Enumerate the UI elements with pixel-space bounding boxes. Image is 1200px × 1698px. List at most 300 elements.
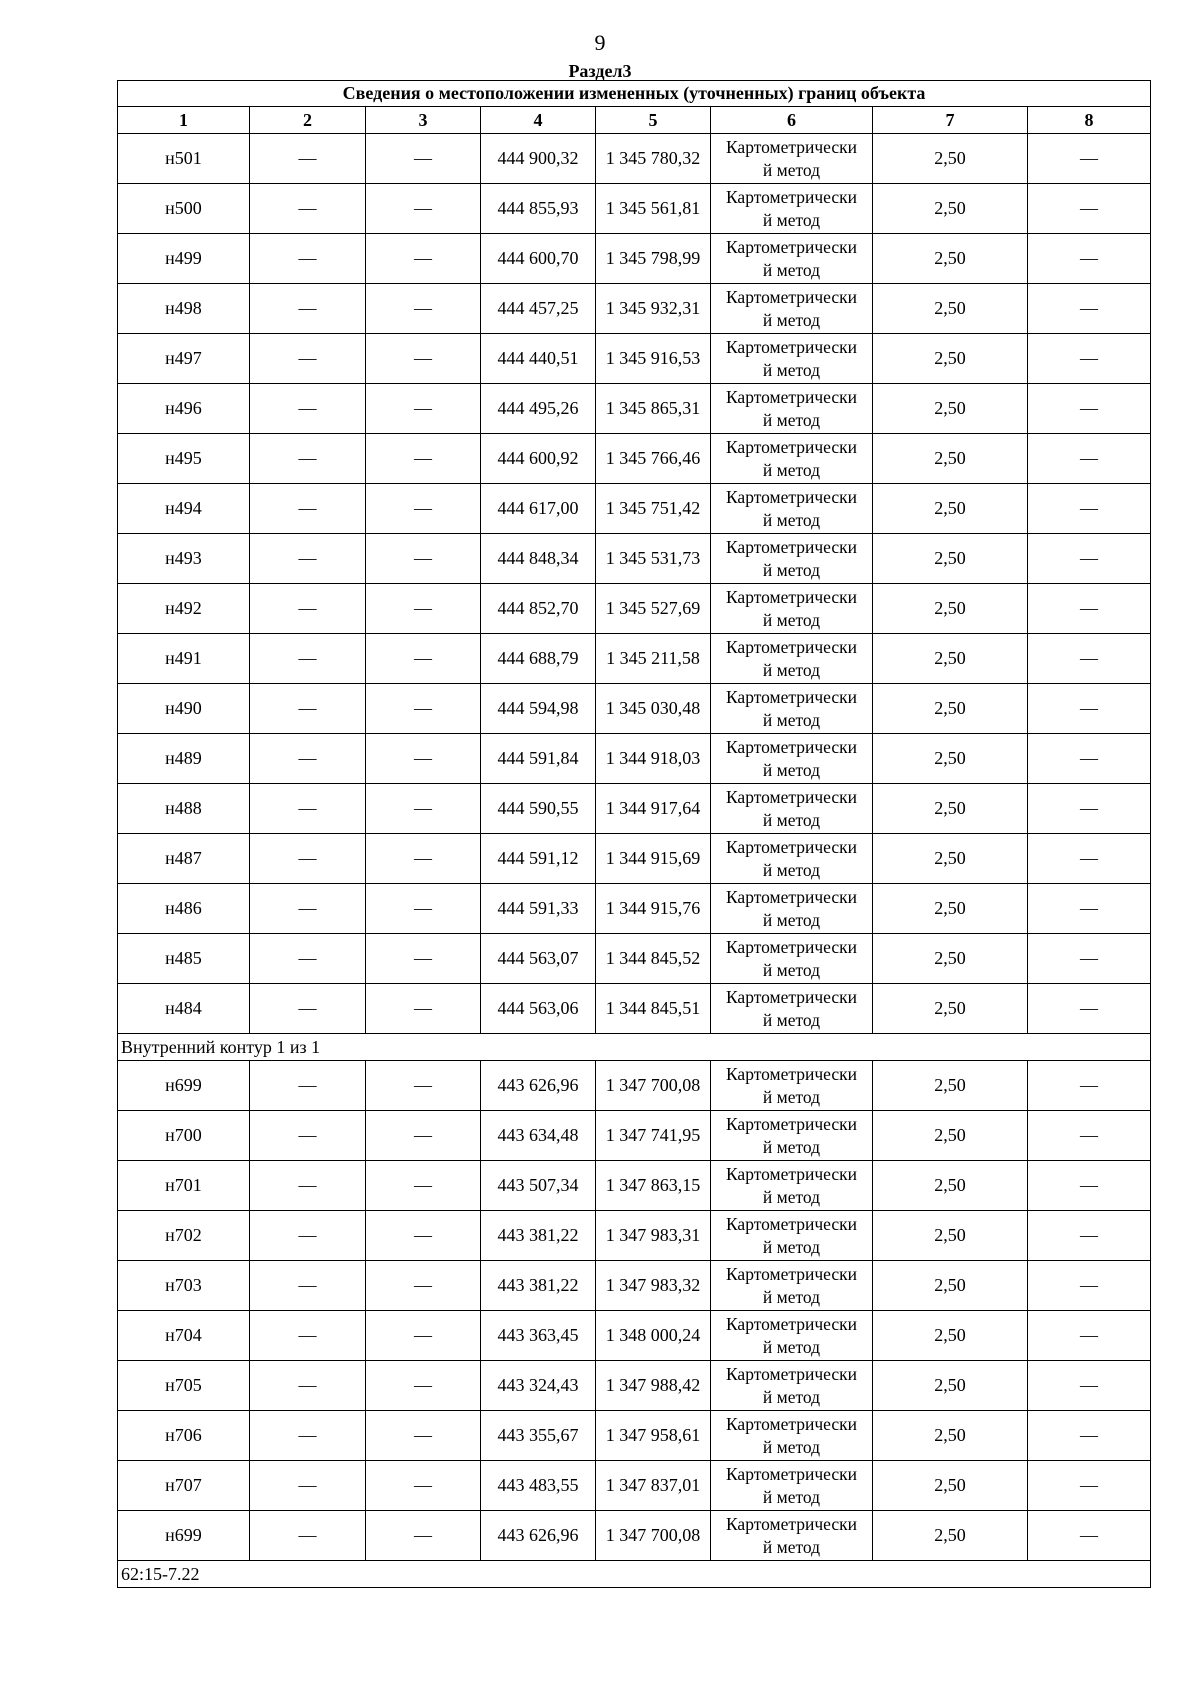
dash-cell: — xyxy=(366,234,481,284)
column-number: 1 xyxy=(118,107,250,134)
dash-cell: — xyxy=(250,684,366,734)
column-number: 8 xyxy=(1028,107,1151,134)
y-coordinate-cell: 1 347 700,08 xyxy=(596,1061,711,1111)
dash-cell: — xyxy=(250,634,366,684)
point-name-cell: н699 xyxy=(118,1511,250,1561)
method-line: Картометрически xyxy=(725,1213,858,1234)
column-number-row xyxy=(118,107,1151,134)
point-name-cell: н705 xyxy=(118,1361,250,1411)
accuracy-cell: 2,50 xyxy=(873,784,1028,834)
y-coordinate-cell: 1 344 918,03 xyxy=(596,734,711,784)
dash-cell: — xyxy=(1028,1061,1151,1111)
method-cell xyxy=(711,1061,873,1111)
method-cell xyxy=(711,834,873,884)
method-line: й метод xyxy=(762,1436,821,1457)
point-name-cell: н704 xyxy=(118,1311,250,1361)
method-line: й метод xyxy=(762,1286,821,1307)
y-coordinate-cell: 1 345 531,73 xyxy=(596,534,711,584)
dash-cell: — xyxy=(366,834,481,884)
method-line: й метод xyxy=(762,1236,821,1257)
accuracy-cell: 2,50 xyxy=(873,534,1028,584)
dash-cell: — xyxy=(366,734,481,784)
table-row xyxy=(118,1161,1151,1211)
method-line: й метод xyxy=(762,359,821,380)
column-number: 4 xyxy=(481,107,596,134)
dash-cell: — xyxy=(366,584,481,634)
method-cell xyxy=(711,734,873,784)
method-cell xyxy=(711,1211,873,1261)
dash-cell: — xyxy=(1028,1361,1151,1411)
dash-cell: — xyxy=(250,834,366,884)
x-coordinate-cell: 443 355,67 xyxy=(481,1411,596,1461)
dash-cell: — xyxy=(250,484,366,534)
point-name-cell: н498 xyxy=(118,284,250,334)
x-coordinate-cell: 444 600,70 xyxy=(481,234,596,284)
dash-cell: — xyxy=(250,884,366,934)
dash-cell: — xyxy=(366,184,481,234)
y-coordinate-cell: 1 345 211,58 xyxy=(596,634,711,684)
x-coordinate-cell: 444 591,12 xyxy=(481,834,596,884)
point-name-cell: н494 xyxy=(118,484,250,534)
y-coordinate-cell: 1 344 917,64 xyxy=(596,784,711,834)
accuracy-cell: 2,50 xyxy=(873,1461,1028,1511)
dash-cell: — xyxy=(1028,1261,1151,1311)
dash-cell: — xyxy=(1028,134,1151,184)
dash-cell: — xyxy=(1028,834,1151,884)
method-line: Картометрически xyxy=(725,586,858,607)
point-name-cell: н703 xyxy=(118,1261,250,1311)
method-cell xyxy=(711,934,873,984)
dash-cell: — xyxy=(1028,534,1151,584)
dash-cell: — xyxy=(1028,1111,1151,1161)
table-row xyxy=(118,1361,1151,1411)
method-cell xyxy=(711,784,873,834)
method-cell xyxy=(711,1311,873,1361)
x-coordinate-cell: 444 440,51 xyxy=(481,334,596,384)
point-name-cell: н499 xyxy=(118,234,250,284)
method-cell xyxy=(711,1261,873,1311)
dash-cell: — xyxy=(1028,734,1151,784)
table-row xyxy=(118,834,1151,884)
method-line: Картометрически xyxy=(725,1063,858,1084)
dash-cell: — xyxy=(366,784,481,834)
dash-cell: — xyxy=(366,534,481,584)
method-line: й метод xyxy=(762,959,821,980)
dash-cell: — xyxy=(1028,334,1151,384)
dash-cell: — xyxy=(250,1411,366,1461)
dash-cell: — xyxy=(1028,234,1151,284)
accuracy-cell: 2,50 xyxy=(873,384,1028,434)
y-coordinate-cell: 1 348 000,24 xyxy=(596,1311,711,1361)
method-line: Картометрически xyxy=(725,1113,858,1134)
method-line: Картометрически xyxy=(725,936,858,957)
dash-cell: — xyxy=(250,1361,366,1411)
accuracy-cell: 2,50 xyxy=(873,1411,1028,1461)
method-line: й метод xyxy=(762,659,821,680)
table-row xyxy=(118,934,1151,984)
y-coordinate-cell: 1 344 915,76 xyxy=(596,884,711,934)
dash-cell: — xyxy=(250,334,366,384)
method-line: й метод xyxy=(762,259,821,280)
y-coordinate-cell: 1 347 958,61 xyxy=(596,1411,711,1461)
method-cell xyxy=(711,284,873,334)
method-line: й метод xyxy=(762,1536,821,1557)
method-line: Картометрически xyxy=(725,1413,858,1434)
accuracy-cell: 2,50 xyxy=(873,1211,1028,1261)
x-coordinate-cell: 443 626,96 xyxy=(481,1061,596,1111)
table-row xyxy=(118,1461,1151,1511)
accuracy-cell: 2,50 xyxy=(873,484,1028,534)
y-coordinate-cell: 1 345 932,31 xyxy=(596,284,711,334)
dash-cell: — xyxy=(250,434,366,484)
table-row xyxy=(118,334,1151,384)
method-cell xyxy=(711,534,873,584)
method-line: й метод xyxy=(762,409,821,430)
method-cell xyxy=(711,1111,873,1161)
y-coordinate-cell: 1 345 030,48 xyxy=(596,684,711,734)
accuracy-cell: 2,50 xyxy=(873,684,1028,734)
dash-cell: — xyxy=(250,284,366,334)
accuracy-cell: 2,50 xyxy=(873,884,1028,934)
table-row xyxy=(118,584,1151,634)
column-number: 3 xyxy=(366,107,481,134)
section-title: Раздел3 xyxy=(568,61,632,81)
dash-cell: — xyxy=(250,384,366,434)
point-name-cell: н702 xyxy=(118,1211,250,1261)
table-row xyxy=(118,984,1151,1034)
dash-cell: — xyxy=(366,1211,481,1261)
dash-cell: — xyxy=(1028,934,1151,984)
method-line: Картометрически xyxy=(725,136,858,157)
accuracy-cell: 2,50 xyxy=(873,134,1028,184)
dash-cell: — xyxy=(250,1461,366,1511)
accuracy-cell: 2,50 xyxy=(873,584,1028,634)
column-number: 2 xyxy=(250,107,366,134)
x-coordinate-cell: 444 591,33 xyxy=(481,884,596,934)
dash-cell: — xyxy=(366,634,481,684)
dash-cell: — xyxy=(1028,284,1151,334)
point-name-cell: н490 xyxy=(118,684,250,734)
table-row xyxy=(118,1211,1151,1261)
table-row xyxy=(118,784,1151,834)
method-line: Картометрически xyxy=(725,1463,858,1484)
dash-cell: — xyxy=(250,1261,366,1311)
x-coordinate-cell: 444 600,92 xyxy=(481,434,596,484)
accuracy-cell: 2,50 xyxy=(873,1261,1028,1311)
dash-cell: — xyxy=(250,934,366,984)
method-line: Картометрически xyxy=(725,986,858,1007)
x-coordinate-cell: 444 591,84 xyxy=(481,734,596,784)
accuracy-cell: 2,50 xyxy=(873,284,1028,334)
method-line: Картометрически xyxy=(725,786,858,807)
point-name-cell: н493 xyxy=(118,534,250,584)
y-coordinate-cell: 1 345 865,31 xyxy=(596,384,711,434)
dash-cell: — xyxy=(1028,1411,1151,1461)
dash-cell: — xyxy=(366,434,481,484)
method-line: Картометрически xyxy=(725,686,858,707)
accuracy-cell: 2,50 xyxy=(873,1361,1028,1411)
table-row xyxy=(118,634,1151,684)
method-line: й метод xyxy=(762,1136,821,1157)
method-line: й метод xyxy=(762,459,821,480)
y-coordinate-cell: 1 345 780,32 xyxy=(596,134,711,184)
table-row xyxy=(118,184,1151,234)
point-name-cell: н701 xyxy=(118,1161,250,1211)
x-coordinate-cell: 444 563,07 xyxy=(481,934,596,984)
dash-cell: — xyxy=(250,534,366,584)
column-number: 5 xyxy=(596,107,711,134)
method-line: Картометрически xyxy=(725,486,858,507)
accuracy-cell: 2,50 xyxy=(873,1061,1028,1111)
dash-cell: — xyxy=(250,1311,366,1361)
x-coordinate-cell: 443 363,45 xyxy=(481,1311,596,1361)
method-line: й метод xyxy=(762,1486,821,1507)
method-cell xyxy=(711,1461,873,1511)
accuracy-cell: 2,50 xyxy=(873,634,1028,684)
dash-cell: — xyxy=(366,334,481,384)
dash-cell: — xyxy=(1028,1161,1151,1211)
x-coordinate-cell: 443 381,22 xyxy=(481,1261,596,1311)
x-coordinate-cell: 443 324,43 xyxy=(481,1361,596,1411)
y-coordinate-cell: 1 347 741,95 xyxy=(596,1111,711,1161)
method-line: Картометрически xyxy=(725,1513,858,1534)
x-coordinate-cell: 444 900,32 xyxy=(481,134,596,184)
dash-cell: — xyxy=(1028,984,1151,1034)
table-row xyxy=(118,1111,1151,1161)
method-line: Картометрически xyxy=(725,386,858,407)
y-coordinate-cell: 1 347 983,32 xyxy=(596,1261,711,1311)
x-coordinate-cell: 443 634,48 xyxy=(481,1111,596,1161)
point-name-cell: н699 xyxy=(118,1061,250,1111)
point-name-cell: н489 xyxy=(118,734,250,784)
dash-cell: — xyxy=(1028,1461,1151,1511)
x-coordinate-cell: 444 688,79 xyxy=(481,634,596,684)
method-cell xyxy=(711,1161,873,1211)
dash-cell: — xyxy=(366,934,481,984)
method-line: Картометрически xyxy=(725,736,858,757)
dash-cell: — xyxy=(366,1161,481,1211)
column-number: 6 xyxy=(711,107,873,134)
dash-cell: — xyxy=(366,484,481,534)
dash-cell: — xyxy=(1028,584,1151,634)
point-name-cell: н492 xyxy=(118,584,250,634)
dash-cell: — xyxy=(250,134,366,184)
dash-cell: — xyxy=(366,1111,481,1161)
point-name-cell: н491 xyxy=(118,634,250,684)
method-cell xyxy=(711,484,873,534)
method-line: й метод xyxy=(762,509,821,530)
inner-contour-label: Внутренний контур 1 из 1 xyxy=(118,1034,1151,1061)
method-line: Картометрически xyxy=(725,536,858,557)
x-coordinate-cell: 444 617,00 xyxy=(481,484,596,534)
x-coordinate-cell: 444 594,98 xyxy=(481,684,596,734)
y-coordinate-cell: 1 344 845,51 xyxy=(596,984,711,1034)
accuracy-cell: 2,50 xyxy=(873,934,1028,984)
y-coordinate-cell: 1 347 863,15 xyxy=(596,1161,711,1211)
method-line: Картометрически xyxy=(725,286,858,307)
point-name-cell: н707 xyxy=(118,1461,250,1511)
point-name-cell: н700 xyxy=(118,1111,250,1161)
x-coordinate-cell: 444 563,06 xyxy=(481,984,596,1034)
method-line: й метод xyxy=(762,709,821,730)
dash-cell: — xyxy=(1028,184,1151,234)
table-row xyxy=(118,534,1151,584)
dash-cell: — xyxy=(366,284,481,334)
accuracy-cell: 2,50 xyxy=(873,1511,1028,1561)
method-cell xyxy=(711,584,873,634)
y-coordinate-cell: 1 345 751,42 xyxy=(596,484,711,534)
dash-cell: — xyxy=(366,884,481,934)
accuracy-cell: 2,50 xyxy=(873,834,1028,884)
dash-cell: — xyxy=(250,234,366,284)
dash-cell: — xyxy=(366,984,481,1034)
x-coordinate-cell: 444 495,26 xyxy=(481,384,596,434)
method-line: й метод xyxy=(762,309,821,330)
method-cell xyxy=(711,984,873,1034)
dash-cell: — xyxy=(1028,484,1151,534)
method-cell xyxy=(711,134,873,184)
accuracy-cell: 2,50 xyxy=(873,734,1028,784)
accuracy-cell: 2,50 xyxy=(873,1311,1028,1361)
y-coordinate-cell: 1 344 845,52 xyxy=(596,934,711,984)
dash-cell: — xyxy=(366,134,481,184)
dash-cell: — xyxy=(366,1061,481,1111)
method-line: Картометрически xyxy=(725,186,858,207)
point-name-cell: н486 xyxy=(118,884,250,934)
table-row xyxy=(118,484,1151,534)
method-line: Картометрически xyxy=(725,1363,858,1384)
dash-cell: — xyxy=(250,1511,366,1561)
method-cell xyxy=(711,684,873,734)
method-line: й метод xyxy=(762,609,821,630)
point-name-cell: н485 xyxy=(118,934,250,984)
method-cell xyxy=(711,234,873,284)
y-coordinate-cell: 1 345 766,46 xyxy=(596,434,711,484)
y-coordinate-cell: 1 347 837,01 xyxy=(596,1461,711,1511)
x-coordinate-cell: 444 855,93 xyxy=(481,184,596,234)
dash-cell: — xyxy=(250,784,366,834)
y-coordinate-cell: 1 345 916,53 xyxy=(596,334,711,384)
footer-code-row xyxy=(118,1561,1151,1588)
method-line: й метод xyxy=(762,559,821,580)
table-row xyxy=(118,1511,1151,1561)
method-line: Картометрически xyxy=(725,836,858,857)
accuracy-cell: 2,50 xyxy=(873,234,1028,284)
y-coordinate-cell: 1 345 527,69 xyxy=(596,584,711,634)
y-coordinate-cell: 1 347 988,42 xyxy=(596,1361,711,1411)
method-line: й метод xyxy=(762,1386,821,1407)
method-cell xyxy=(711,334,873,384)
x-coordinate-cell: 443 626,96 xyxy=(481,1511,596,1561)
boundary-coordinates-table xyxy=(117,80,1151,1588)
accuracy-cell: 2,50 xyxy=(873,184,1028,234)
accuracy-cell: 2,50 xyxy=(873,334,1028,384)
method-cell xyxy=(711,1361,873,1411)
point-name-cell: н484 xyxy=(118,984,250,1034)
point-name-cell: н497 xyxy=(118,334,250,384)
table-row xyxy=(118,1311,1151,1361)
table-row xyxy=(118,234,1151,284)
dash-cell: — xyxy=(250,584,366,634)
dash-cell: — xyxy=(366,1461,481,1511)
method-line: Картометрически xyxy=(725,1263,858,1284)
table-row xyxy=(118,1261,1151,1311)
method-cell xyxy=(711,184,873,234)
method-line: Картометрически xyxy=(725,886,858,907)
method-line: Картометрически xyxy=(725,1313,858,1334)
x-coordinate-cell: 443 507,34 xyxy=(481,1161,596,1211)
method-line: Картометрически xyxy=(725,436,858,457)
y-coordinate-cell: 1 345 798,99 xyxy=(596,234,711,284)
method-line: й метод xyxy=(762,1086,821,1107)
dash-cell: — xyxy=(366,1411,481,1461)
method-cell xyxy=(711,384,873,434)
point-name-cell: н487 xyxy=(118,834,250,884)
y-coordinate-cell: 1 344 915,69 xyxy=(596,834,711,884)
table-row xyxy=(118,684,1151,734)
dash-cell: — xyxy=(1028,784,1151,834)
point-name-cell: н495 xyxy=(118,434,250,484)
dash-cell: — xyxy=(1028,434,1151,484)
method-line: й метод xyxy=(762,1009,821,1030)
method-cell xyxy=(711,434,873,484)
accuracy-cell: 2,50 xyxy=(873,984,1028,1034)
dash-cell: — xyxy=(250,1061,366,1111)
point-name-cell: н501 xyxy=(118,134,250,184)
table-caption-row xyxy=(118,81,1151,107)
point-name-cell: н488 xyxy=(118,784,250,834)
table-row xyxy=(118,1061,1151,1111)
dash-cell: — xyxy=(366,1361,481,1411)
dash-cell: — xyxy=(250,1211,366,1261)
method-line: й метод xyxy=(762,1186,821,1207)
method-line: й метод xyxy=(762,809,821,830)
method-cell xyxy=(711,1411,873,1461)
point-name-cell: н500 xyxy=(118,184,250,234)
method-line: й метод xyxy=(762,759,821,780)
dash-cell: — xyxy=(250,184,366,234)
method-cell xyxy=(711,1511,873,1561)
dash-cell: — xyxy=(366,384,481,434)
inner-contour-label-row xyxy=(118,1034,1151,1061)
table-caption: Сведения о местоположении измененных (уточненных) границ объекта xyxy=(118,81,1151,107)
method-cell xyxy=(711,884,873,934)
dash-cell: — xyxy=(366,1261,481,1311)
y-coordinate-cell: 1 345 561,81 xyxy=(596,184,711,234)
page-number: 9 xyxy=(594,30,606,55)
dash-cell: — xyxy=(1028,384,1151,434)
dash-cell: — xyxy=(366,1311,481,1361)
dash-cell: — xyxy=(1028,884,1151,934)
dash-cell: — xyxy=(250,734,366,784)
x-coordinate-cell: 444 457,25 xyxy=(481,284,596,334)
accuracy-cell: 2,50 xyxy=(873,1111,1028,1161)
point-name-cell: н706 xyxy=(118,1411,250,1461)
x-coordinate-cell: 443 381,22 xyxy=(481,1211,596,1261)
table-row xyxy=(118,734,1151,784)
dash-cell: — xyxy=(1028,684,1151,734)
table-row xyxy=(118,284,1151,334)
table-row xyxy=(118,1411,1151,1461)
dash-cell: — xyxy=(1028,1311,1151,1361)
dash-cell: — xyxy=(366,1511,481,1561)
x-coordinate-cell: 443 483,55 xyxy=(481,1461,596,1511)
method-line: й метод xyxy=(762,1336,821,1357)
method-line: й метод xyxy=(762,209,821,230)
column-number: 7 xyxy=(873,107,1028,134)
dash-cell: — xyxy=(1028,1211,1151,1261)
y-coordinate-cell: 1 347 700,08 xyxy=(596,1511,711,1561)
